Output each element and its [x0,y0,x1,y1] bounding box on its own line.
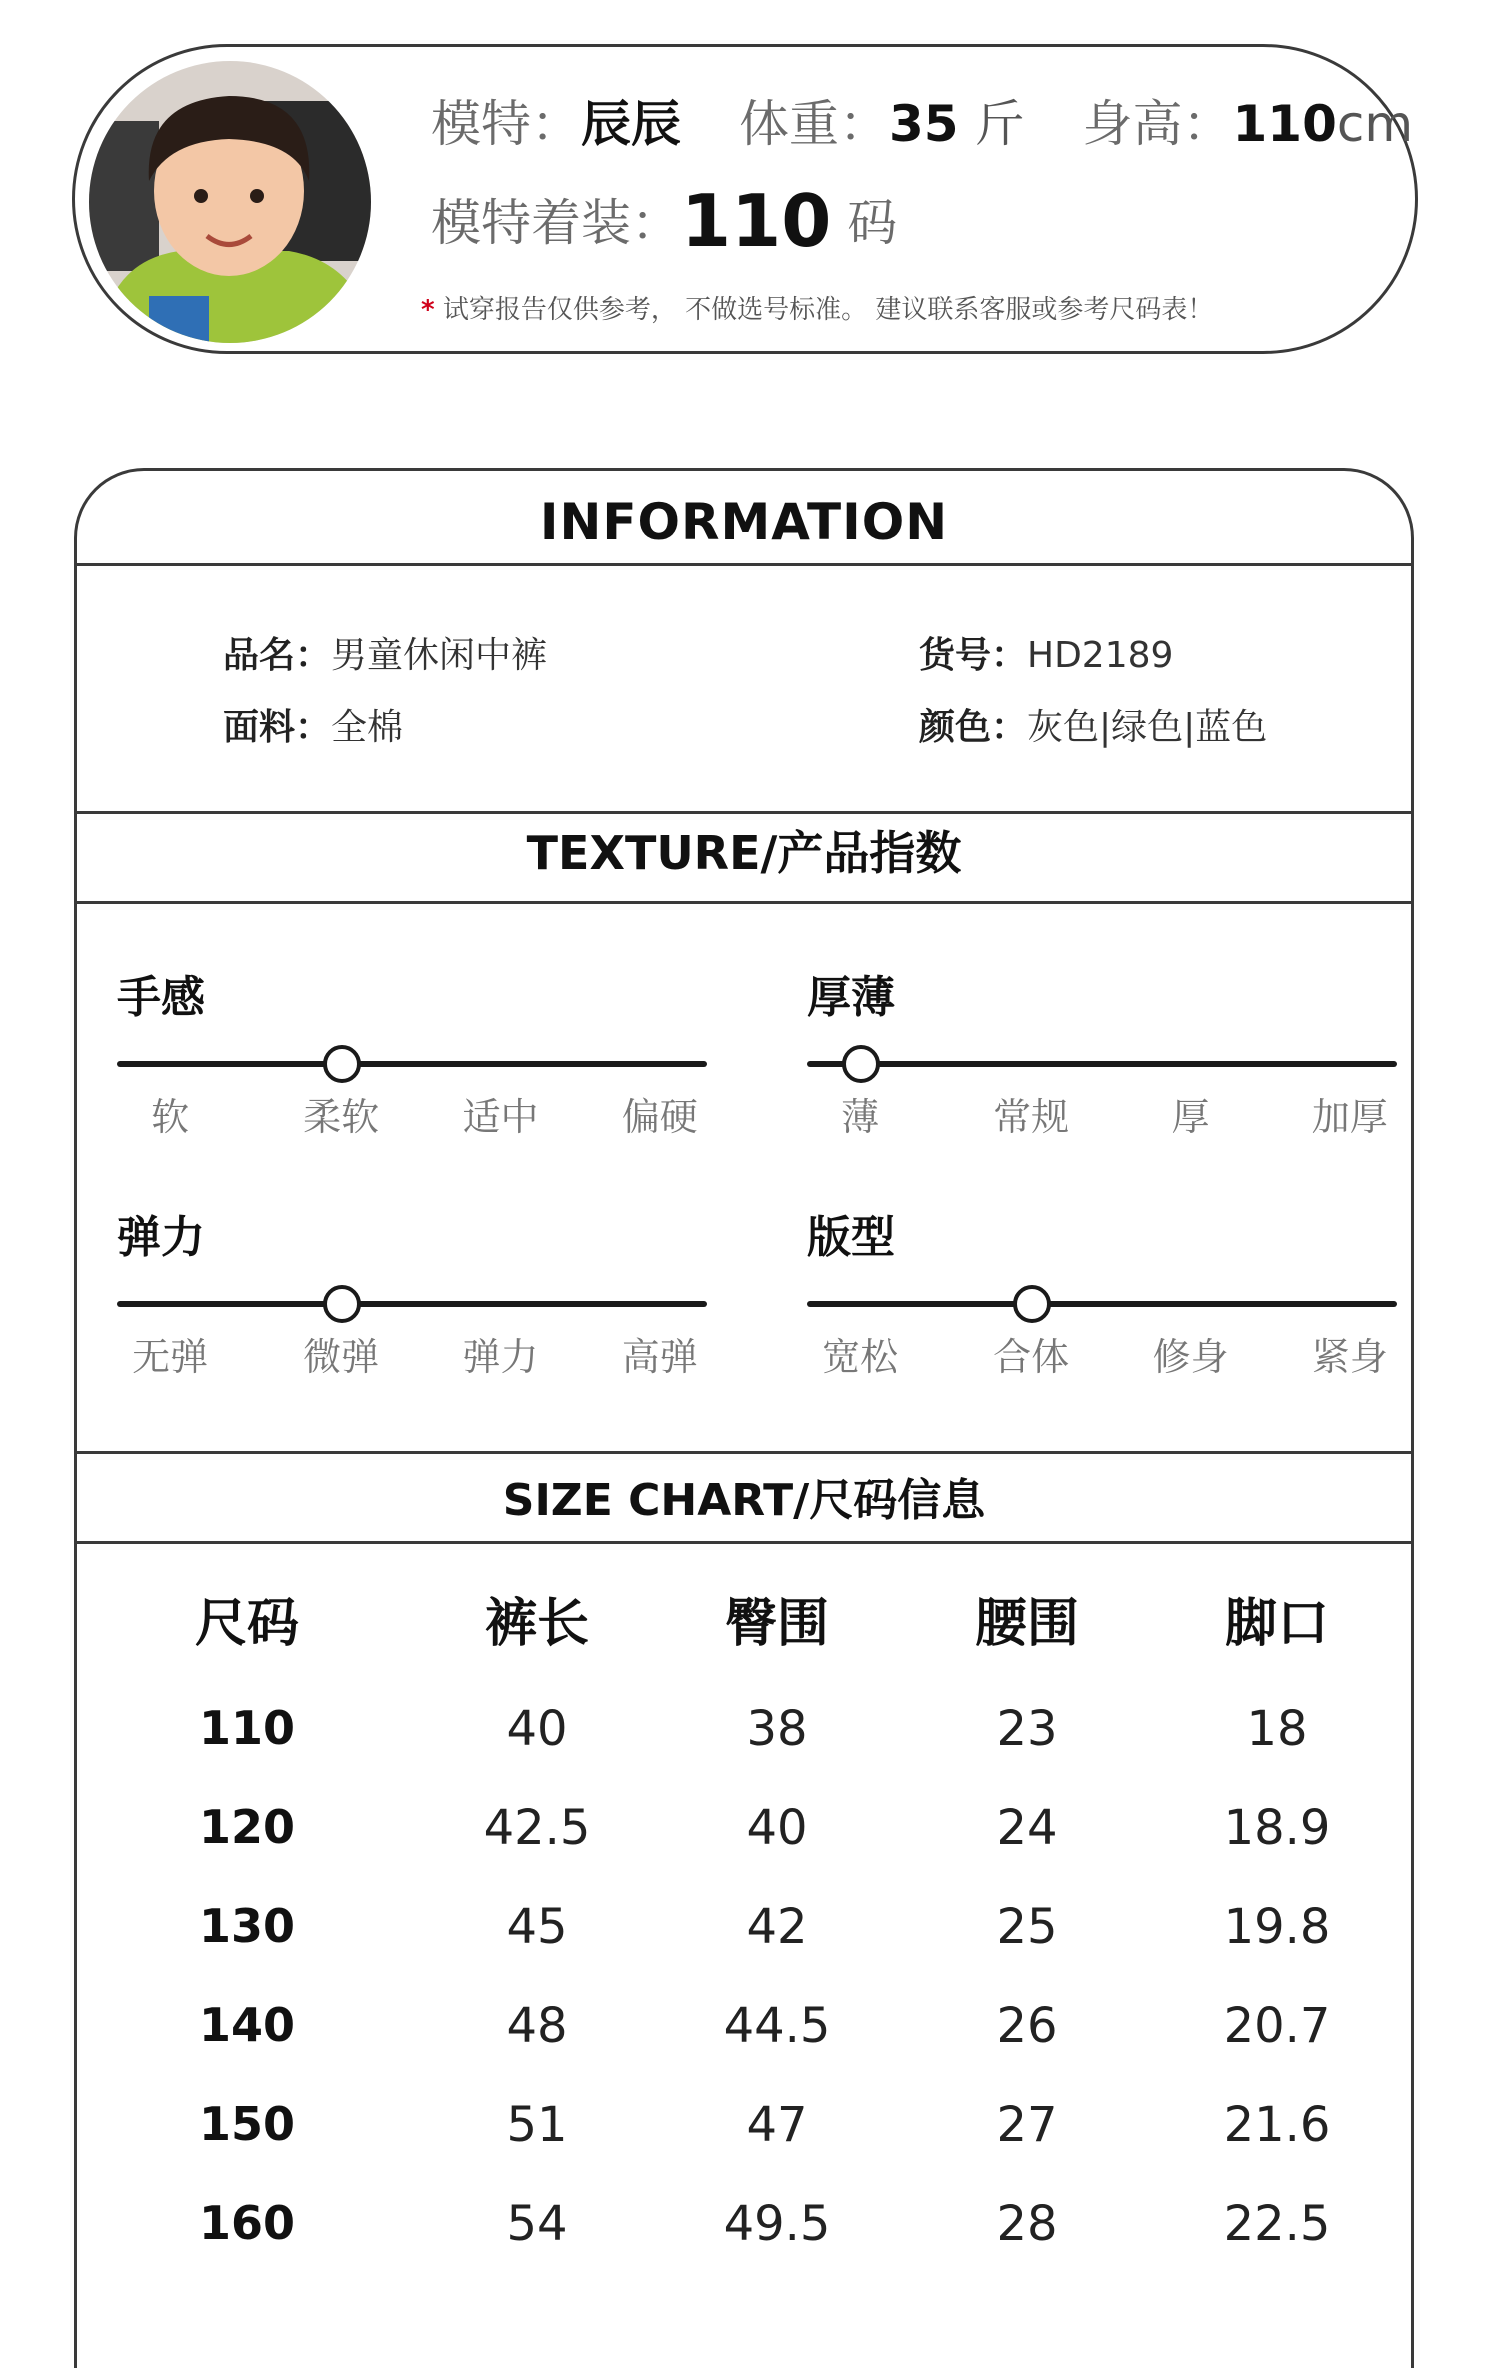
table-cell: 160 [198,2196,296,2250]
table-row [77,2097,1411,2177]
slider-tick: 修身 [1152,1335,1229,1379]
model-photo [89,61,371,343]
product-info-panel [74,468,1414,2368]
model-avatar [89,61,371,343]
table-header-row [77,1581,1411,1661]
slider-thickness [807,961,1397,1139]
color-label: 颜色： [919,707,1028,748]
table-cell: 21.6 [1223,2097,1331,2153]
fabric-field [223,699,403,750]
model-name-label: 模特： [431,95,581,153]
table-cell: 23 [996,1701,1058,1757]
note-text: 试穿报告仅供参考， 不做选号标准。 建议联系客服或参考尺码表！ [442,295,1214,325]
table-cell: 24 [996,1800,1058,1856]
slider-track [807,1301,1397,1307]
slider-tick: 高弹 [621,1335,698,1379]
slider-hand-feel [117,961,707,1139]
table-cell: 150 [198,2097,296,2151]
table-cell: 38 [746,1701,808,1757]
slider-tick: 宽松 [822,1335,899,1379]
slider-name: 手感 [117,972,205,1023]
model-height: 110 [1232,95,1337,153]
model-wear-line [431,179,898,263]
slider-tick: 紧身 [1311,1335,1388,1379]
table-cell: 20.7 [1223,1998,1331,2054]
table-cell: 28 [996,2196,1058,2252]
model-wear-size: 110 [681,179,832,263]
information-title: INFORMATION [539,493,949,551]
slider-track [807,1061,1397,1067]
table-cell: 45 [506,1899,568,1955]
table-row [77,1899,1411,1979]
slider-knob [323,1045,361,1083]
item-no: HD2189 [1027,635,1174,676]
slider-track [117,1301,707,1307]
table-cell: 18 [1246,1701,1308,1757]
table-cell: 40 [746,1800,808,1856]
slider-knob [1013,1285,1051,1323]
slider-tick: 常规 [993,1095,1070,1139]
model-wear-label: 模特着装： [431,194,681,252]
slider-tick: 弹力 [462,1335,539,1379]
texture-title: TEXTURE/产品指数 [526,826,962,880]
table-cell: 49.5 [723,2196,831,2252]
table-cell: 130 [198,1899,296,1953]
table-row [77,1701,1411,1781]
slider-tick: 薄 [841,1095,880,1139]
slider-knob [842,1045,880,1083]
table-cell: 18.9 [1223,1800,1331,1856]
fabric: 全棉 [331,707,404,748]
table-cell: 140 [198,1998,296,2052]
table-header-cell: 裤长 [484,1594,590,1654]
color-field [919,699,1267,750]
model-wear-unit: 码 [847,194,898,252]
slider-tick: 厚 [1171,1095,1210,1139]
table-header-cell: 腰围 [974,1594,1080,1654]
table-header-cell: 尺码 [194,1594,300,1654]
table-header-cell: 臀围 [724,1594,830,1654]
slider-tick: 加厚 [1311,1095,1388,1139]
table-cell: 26 [996,1998,1058,2054]
table-cell: 22.5 [1223,2196,1331,2252]
model-weight: 35 [889,95,959,153]
table-cell: 44.5 [723,1998,831,2054]
table-row [77,1800,1411,1880]
model-weight-label: 体重： [739,95,889,153]
item-no-label: 货号： [919,635,1028,676]
divider [77,1451,1411,1454]
table-row [77,2196,1411,2276]
table-cell: 42 [746,1899,808,1955]
divider [77,811,1411,814]
table-cell: 110 [198,1701,296,1755]
model-name: 辰辰 [581,95,681,153]
slider-knob [323,1285,361,1323]
model-info-card [72,44,1418,354]
table-cell: 54 [506,2196,568,2252]
table-cell: 25 [996,1899,1058,1955]
model-stats-line [431,95,1414,153]
slider-tick: 适中 [462,1095,539,1139]
slider-track [117,1061,707,1067]
note-star: * [421,295,435,325]
slider-tick: 合体 [993,1335,1070,1379]
slider-tick: 无弹 [132,1335,209,1379]
slider-elasticity [117,1201,707,1379]
divider [77,1541,1411,1544]
model-height-unit: cm [1336,95,1414,153]
table-cell: 47 [746,2097,808,2153]
item-no-field [919,627,1173,678]
table-cell: 120 [198,1800,296,1854]
slider-tick: 偏硬 [621,1095,698,1139]
table-cell: 48 [506,1998,568,2054]
size-chart-title: SIZE CHART/尺码信息 [502,1475,986,1526]
table-row [77,1998,1411,2078]
divider [77,901,1411,904]
table-cell: 27 [996,2097,1058,2153]
table-cell: 42.5 [483,1800,591,1856]
colors: 灰色|绿色|蓝色 [1027,707,1268,748]
slider-name: 版型 [807,1212,895,1263]
slider-name: 弹力 [117,1212,205,1263]
slider-tick: 微弹 [303,1335,380,1379]
table-header-cell: 脚口 [1224,1594,1330,1654]
slider-name: 厚薄 [807,972,895,1023]
slider-fit [807,1201,1397,1379]
divider [77,563,1411,566]
model-weight-unit: 斤 [974,95,1025,153]
model-height-label: 身高： [1082,95,1233,153]
table-cell: 40 [506,1701,568,1757]
fabric-label: 面料： [223,707,332,748]
product-name-label: 品名： [223,635,332,676]
slider-tick: 软 [151,1095,190,1139]
table-cell: 19.8 [1223,1899,1331,1955]
product-name: 男童休闲中裤 [331,635,548,676]
product-name-field [223,627,547,678]
fit-disclaimer [421,289,1213,326]
table-cell: 51 [506,2097,568,2153]
slider-tick: 柔软 [303,1095,380,1139]
